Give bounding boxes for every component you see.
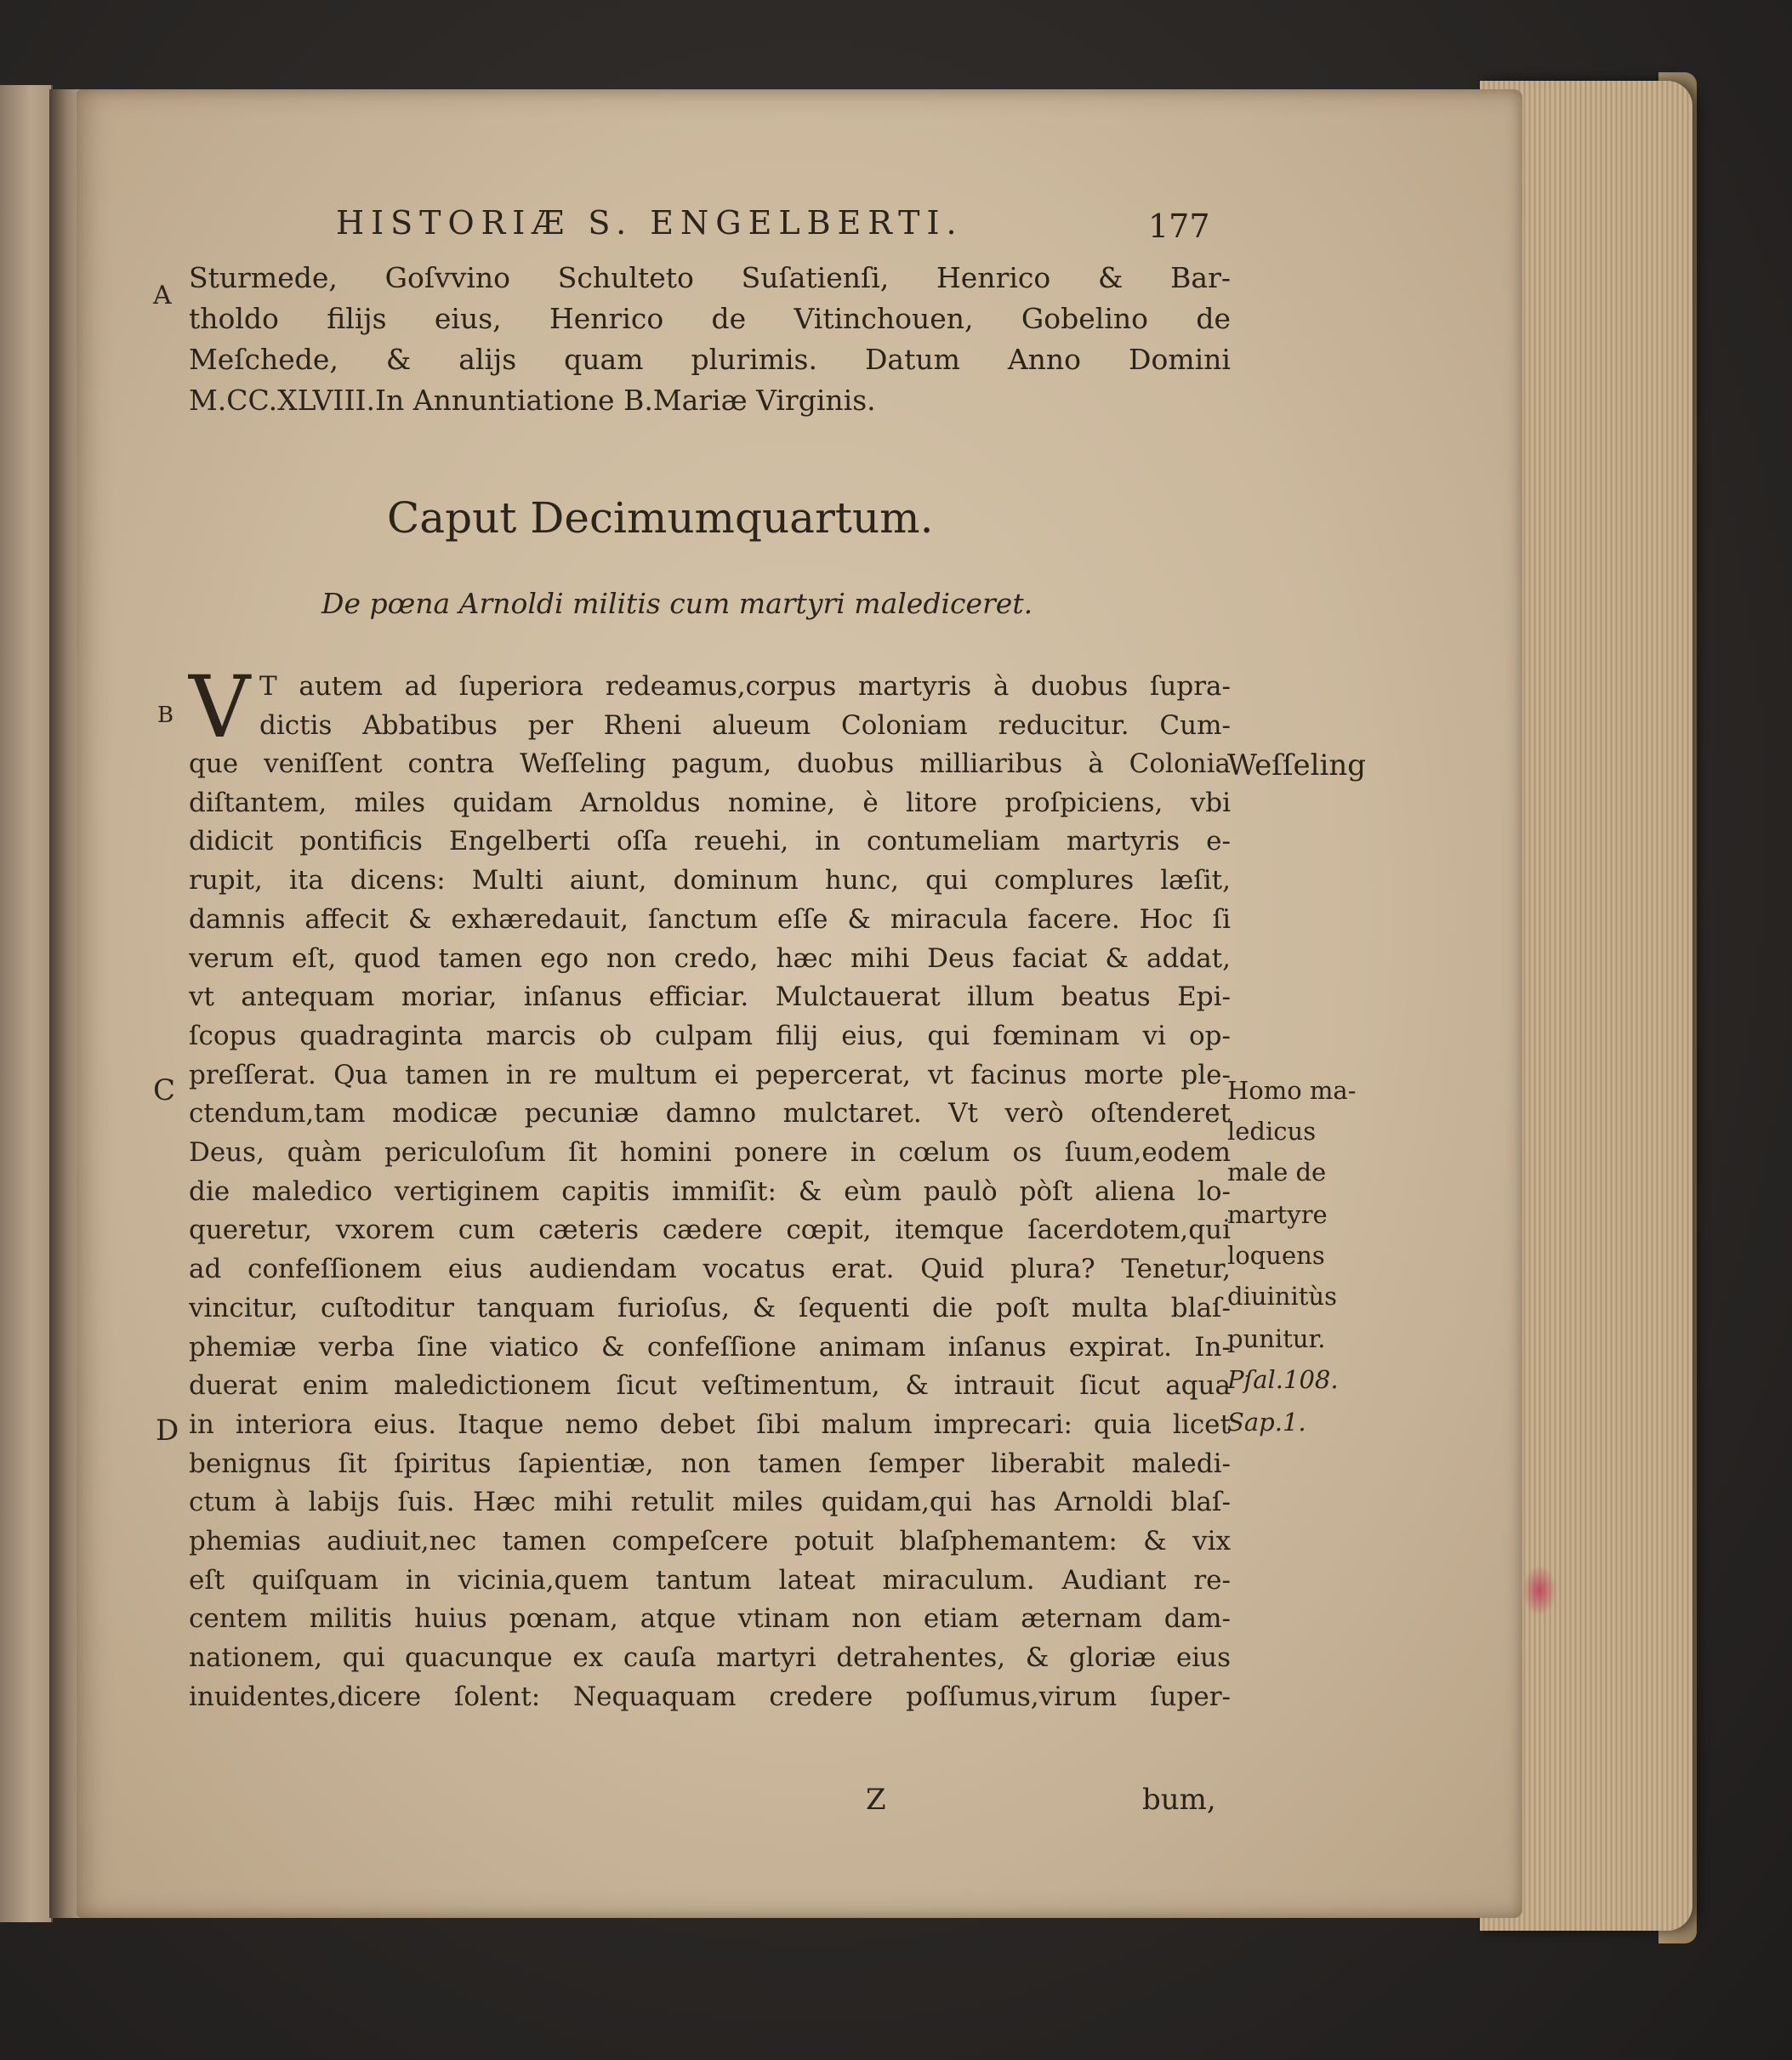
chapter-subtitle: De pœna Arnoldi militis cum martyri malediceret. [321, 587, 1033, 620]
text-line: die maledico vertiginem capitis immiſit: & eùm paulò pòſt aliena lo- [189, 1175, 1231, 1207]
text-line: ctum à labijs ſuis. Hæc mihi retulit miles quidam,qui has Arnoldi blaſ- [189, 1487, 1231, 1518]
text-line: queretur, vxorem cum cæteris cædere cœpit, itemque ſacerdotem,qui [189, 1215, 1231, 1246]
text-line: centem militis huius pœnam, atque vtinam non etiam æternam dam- [189, 1603, 1231, 1635]
main-text [189, 745, 1231, 1717]
text-line: nationem, qui quacunque ex cauſa martyri detrahentes, & gloriæ eius [189, 1642, 1231, 1674]
text-line: tholdo filijs eius, Henrico de Vitinchouen, Gobelino de [189, 302, 1231, 335]
page-number: 177 [1148, 208, 1210, 245]
section-marker-d: D [156, 1414, 179, 1448]
drop-cap: V [189, 657, 251, 757]
catchword: bum, [1142, 1783, 1216, 1817]
text-line: benignus ſit ſpiritus ſapientiæ, non tamen ſemper liberabit maledi- [189, 1448, 1231, 1479]
text-line: eſt quiſquam in vicinia,quem tantum lateat miraculum. Audiant re- [189, 1564, 1231, 1596]
margin-note-reference: Pſal.108. [1227, 1365, 1339, 1394]
running-head: HISTORIÆ S. ENGELBERTI. [336, 204, 964, 242]
text-line: ſcopus quadraginta marcis ob culpam filij eius, qui fœminam vi op- [189, 1020, 1231, 1051]
text-line: didicit pontificis Engelberti oſſa reuehi, in contumeliam martyris e- [189, 826, 1231, 857]
margin-note-line: male de [1227, 1158, 1327, 1186]
text-line: Meſchede, & alijs quam plurimis. Datum Anno Domini [189, 343, 1231, 376]
text-line: preſſerat. Qua tamen in re multum ei pepercerat, vt facinus morte ple- [189, 1059, 1231, 1090]
text-line: vincitur, cuſtoditur tanquam furioſus, & ſequenti die poſt multa blaſ- [189, 1292, 1231, 1323]
section-marker-b: B [157, 703, 174, 728]
section-marker-a: A [153, 281, 172, 310]
text-line: vt antequam moriar, inſanus efficiar. Mulctauerat illum beatus Epi- [189, 982, 1231, 1013]
margin-note-reference: Sap.1. [1227, 1408, 1306, 1437]
red-stain [1522, 1565, 1556, 1616]
facing-page-edge [0, 85, 53, 1922]
text-line: T autem ad ſuperiora redeamus,corpus martyris à duobus ſupra- [259, 671, 1231, 702]
text-line: damnis affecit & exhæredauit, ſanctum eſſe & miracula facere. Hoc ſi [189, 903, 1231, 935]
margin-note-line: punitur. [1227, 1324, 1326, 1353]
margin-note-place: Weſſeling [1227, 748, 1366, 782]
margin-note-line: ledicus [1227, 1117, 1317, 1146]
text-line: ctendum,tam modicæ pecuniæ damno mulctaret. Vt verò oſtenderet [189, 1098, 1231, 1130]
text-line: duerat enim maledictionem ſicut veſtimentum, & intrauit ſicut aqua [189, 1370, 1231, 1402]
chapter-title: Caput Decimumquartum. [387, 493, 934, 543]
text-line: in interiora eius. Itaque nemo debet ſibi malum imprecari: quia licet [189, 1408, 1231, 1440]
text-line: diſtantem, miles quidam Arnoldus nomine, è litore proſpiciens, vbi [189, 787, 1231, 818]
text-line: phemiæ verba ſine viatico & confeſſione animam inſanus expirat. In- [189, 1331, 1231, 1363]
text-line: dictis Abbatibus per Rheni alueum Coloniam reducitur. Cum- [259, 709, 1231, 741]
text-line: ad confeſſionem eius audiendam vocatus erat. Quid plura? Tenetur, [189, 1254, 1231, 1285]
text-line: que veniſſent contra Weſſeling pagum, duobus milliaribus à Colonia [189, 748, 1231, 779]
text-line: Deus, quàm periculoſum ſit homini ponere in cœlum os ſuum,eodem [189, 1137, 1231, 1169]
text-line: Sturmede, Goſvvino Schulteto Suſatienſi, Henrico & Bar- [189, 261, 1231, 294]
main-text-dropcap-lines [259, 668, 1231, 745]
signature-mark: Z [866, 1783, 886, 1817]
opening-paragraph [189, 258, 1231, 421]
margin-note-line: loquens [1227, 1241, 1325, 1270]
section-marker-c: C [153, 1073, 176, 1107]
text-line: verum eſt, quod tamen ego non credo, hæc mihi Deus faciat & addat, [189, 942, 1231, 974]
text-line: rupit, ita dicens: Multi aiunt, dominum hunc, qui complures læſit, [189, 865, 1231, 896]
margin-note-line: martyre [1227, 1200, 1328, 1229]
text-line: phemias audiuit,nec tamen compeſcere potuit blaſphemantem: & vix [189, 1526, 1231, 1557]
margin-note-line: diuinitùs [1227, 1282, 1337, 1311]
text-line: inuidentes,dicere ſolent: Nequaquam credere poſſumus,virum ſuper- [189, 1681, 1231, 1712]
text-line: M.CC.XLVIII.In Annuntiatione B.Mariæ Virginis. [189, 384, 876, 417]
margin-note-line: Homo ma- [1227, 1076, 1357, 1105]
